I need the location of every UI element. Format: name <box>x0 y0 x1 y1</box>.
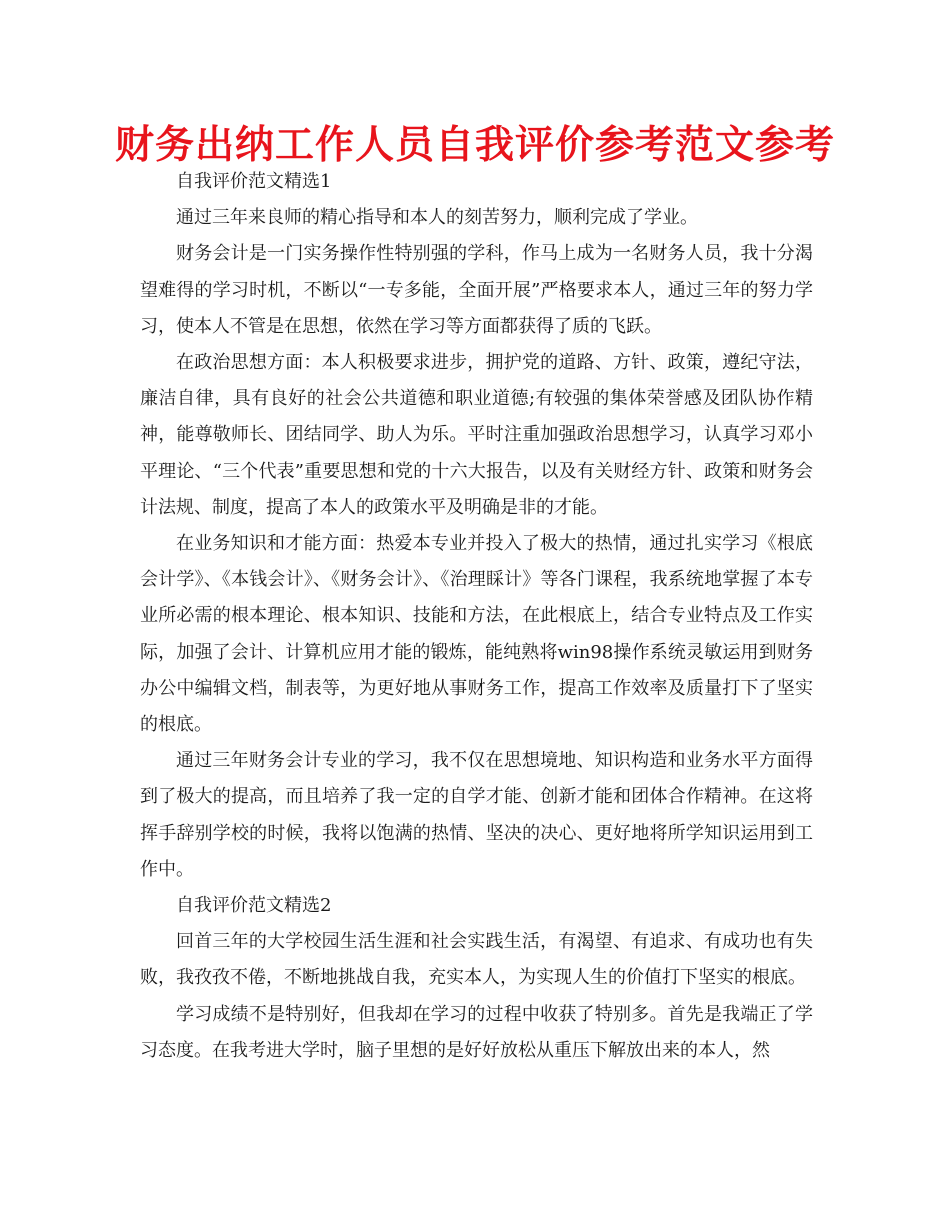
paragraph: 财务会计是一门实务操作性特别强的学科，作马上成为一名财务人员，我十分渴望难得的学习时机，不断以“一专多能，全面开展”严格要求本人，通过三年的努力学习，使本人不管是在思想，依然在学习等方面都获得了质的飞跃。 <box>140 243 813 337</box>
paragraph: 学习成绩不是特别好，但我却在学习的过程中收获了特别多。首先是我端正了学习态度。在我考进大学时，脑子里想的是好好放松从重压下解放出来的本人，然 <box>140 1003 813 1061</box>
paragraph: 在政治思想方面：本人积极要求进步，拥护党的道路、方针、政策，遵纪守法，廉洁自律，具有良好的社会公共道德和职业道德;有较强的集体荣誉感及团队协作精神，能尊敬师长、团结同学、助人为乐。平时注重加强政治思想学习，认真学习邓小平理论、“三个代表”重要思想和党的十六大报告，以及有关财经方针、政策和财务会计法规、制度，提高了本人的政策水平及明确是非的才能。 <box>140 352 813 518</box>
paragraph: 通过三年财务会计专业的学习，我不仅在思想境地、知识构造和业务水平方面得到了极大的提高，而且培养了我一定的自学才能、创新才能和团体合作精神。在这将挥手辞别学校的时候，我将以饱满的热情、坚决的决心、更好地将所学知识运用到工作中。 <box>140 750 813 880</box>
paragraph: 在业务知识和才能方面：热爱本专业并投入了极大的热情，通过扎实学习《根底会计学》、《本钱会计》、《财务会计》、《治理睬计》等各门课程，我系统地掌握了本专业所必需的根本理论、根本知识、技能和方法，在此根底上，结合专业特点及工作实际，加强了会计、计算机应用才能的锻炼，能纯熟将win98操作系统灵敏运用到财务办公中编辑文档，制表等，为更好地从事财务工作，提高工作效率及质量打下了坚实的根底。 <box>140 533 813 736</box>
document-body <box>140 164 813 1069</box>
document-title: 财务出纳工作人员自我评价参考范文参考 <box>114 123 835 168</box>
section-heading: 自我评价范文精选2 <box>176 895 332 917</box>
paragraph: 回首三年的大学校园生活生涯和社会实践生活，有渴望、有追求、有成功也有失败，我孜孜不倦，不断地挑战自我，充实本人，为实现人生的价值打下坚实的根底。 <box>140 931 813 989</box>
section-heading: 自我评价范文精选1 <box>176 171 332 192</box>
paragraph: 通过三年来良师的精心指导和本人的刻苦努力，顺利完成了学业。 <box>176 207 698 229</box>
